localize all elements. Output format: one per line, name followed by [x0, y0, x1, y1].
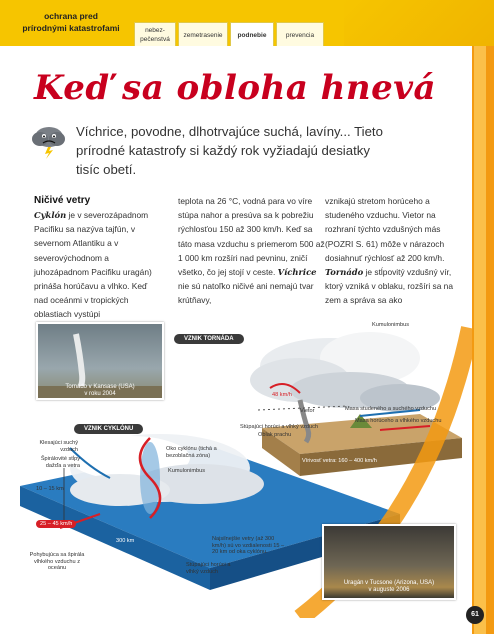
section-title-line2: prírodnými katastrofami — [22, 23, 120, 33]
photo-caption — [324, 580, 454, 594]
label-cold-mass: Masa studeného a suchého vzduchu — [345, 406, 437, 412]
caption-line: Uragán v Tucsone (Arizona, USA) — [343, 580, 435, 586]
text-column-1 — [34, 194, 162, 322]
text-column-3 — [325, 194, 461, 308]
label-vortex-speed: Vírivosť vetra: 160 – 400 km/h — [302, 458, 377, 464]
column-text: nie sú natoľko ničivé ani nemajú tvar krútňavy, — [178, 281, 314, 306]
column-text: vznikajú stretom horúceho a studeného vzduchu. Vietor na rozhraní týchto vzdušných más (POZRI S. 61) môže v nárazoch dosiahnuť rýchlosť až 200 km/h. — [325, 196, 445, 263]
term-cyklon: Cyklón — [34, 210, 67, 220]
tornado-cloud-illustration — [250, 332, 440, 412]
label-warm-mass: Masa horúceho a vlhkého vzduchu — [355, 418, 442, 424]
intro-paragraph: Víchrice, povodne, dlhotrvajúce suchá, lavíny... Tieto prírodné katastrofy si každý rok vyžiadajú desiatky tisíc obetí. — [76, 124, 383, 177]
label-height: 10 – 15 km — [36, 486, 64, 492]
label-kumulonimbus-mid: Kumulonimbus — [168, 468, 205, 474]
tab-label: prevencia — [285, 32, 315, 39]
caption-line: Tornádo v Kansase (USA) — [65, 384, 135, 390]
label-wind-speed: 25 – 45 km/h — [36, 520, 76, 528]
tab-label: pečenstvá — [140, 36, 170, 43]
label-rising-hot: Stúpajúci horúci a vlhký vzduch — [186, 562, 231, 575]
tab-label: podnebie — [237, 32, 267, 39]
cyclone-section-tag: VZNIK CYKLÓNU — [74, 424, 143, 434]
caption-line: v auguste 2006 — [368, 587, 410, 593]
photo-caption — [38, 384, 162, 398]
column-heading: Ničivé vetry — [34, 195, 91, 206]
label-spiral-bands: Špirálovité stĺpy dažďa a vetra — [40, 456, 80, 469]
photo-tornado-kansas — [36, 322, 164, 400]
label-speed-48: 48 km/h — [272, 392, 292, 398]
label-kumulonimbus-top: Kumulonimbus — [372, 322, 409, 328]
label-vietor: Vietor — [300, 408, 315, 414]
photo-hurricane-tucson — [322, 524, 456, 600]
term-tornado: Tornádo — [325, 267, 364, 278]
section-title[interactable] — [12, 5, 130, 41]
page-headline: Keď sa obloha hnevá — [34, 68, 437, 108]
label-width: 300 km — [116, 538, 135, 544]
caption-line: v roku 2004 — [84, 391, 116, 397]
column-text: je stĺpovitý vzdušný vír, ktorý vzniká v oblaku, rozšíri sa na zem a správa sa ako — [325, 267, 454, 306]
label-eye: Oko cyklónu (tichá a bezoblačná zóna) — [166, 446, 217, 459]
term-vichrice: Víchrice — [277, 267, 317, 278]
header-corner-decoration — [344, 0, 494, 46]
tornado-section-tag: VZNIK TORNÁDA — [174, 334, 244, 344]
text-column-2 — [178, 194, 328, 308]
label-dust-cloud: Oblak prachu — [258, 432, 292, 438]
diagram-area — [0, 318, 472, 618]
tab-label: zemetrasenie — [183, 32, 223, 39]
page-number: 61 — [466, 606, 484, 624]
label-dry-air: Klesajúci suchý vzduch — [39, 440, 78, 453]
side-ribbon-inner — [474, 46, 486, 634]
tab-nebezpecenstva[interactable] — [134, 22, 176, 46]
label-strongest-winds: Najsilnejšie vetry (až 300 km/h) sú vo vzdialenosti 15 – 20 km od oka cyklónu. — [212, 536, 285, 556]
label-rising-air: Stúpajúci horúci a vlhký vzduch — [240, 424, 319, 430]
storm-cloud-icon — [30, 123, 68, 159]
tab-zemetrasenie[interactable] — [178, 22, 228, 46]
tab-prevencia[interactable] — [276, 22, 324, 46]
section-title-line1: ochrana pred — [44, 11, 98, 21]
tab-label: nebez- — [145, 27, 165, 34]
column-text: je v severozápadnom Pacifiku sa nazýva tajfún, v severnom Atlantiku a v severovýchodnom a juhozápadnom Pacifiku uragán) prináša horúčavu a vlhko. Keď nad oceánmi v tropických oblastiach vystúpi — [34, 210, 152, 320]
label-moving-spiral: Pohybujúca sa špirála vlhkého vzduchu z oceánu — [29, 552, 85, 572]
column-text: teplota na 26 °C, vodná para vo víre stúpa nahor a presúva sa k pobrežiu rýchlosťou 150 až 300 km/h. Keď sa táto masa vzduchu s priemerom 500 až 1 000 km rozšíri nad pevninu, zničí všetko, čo jej stojí v ceste. — [178, 196, 325, 278]
tab-podnebie[interactable] — [230, 22, 274, 46]
